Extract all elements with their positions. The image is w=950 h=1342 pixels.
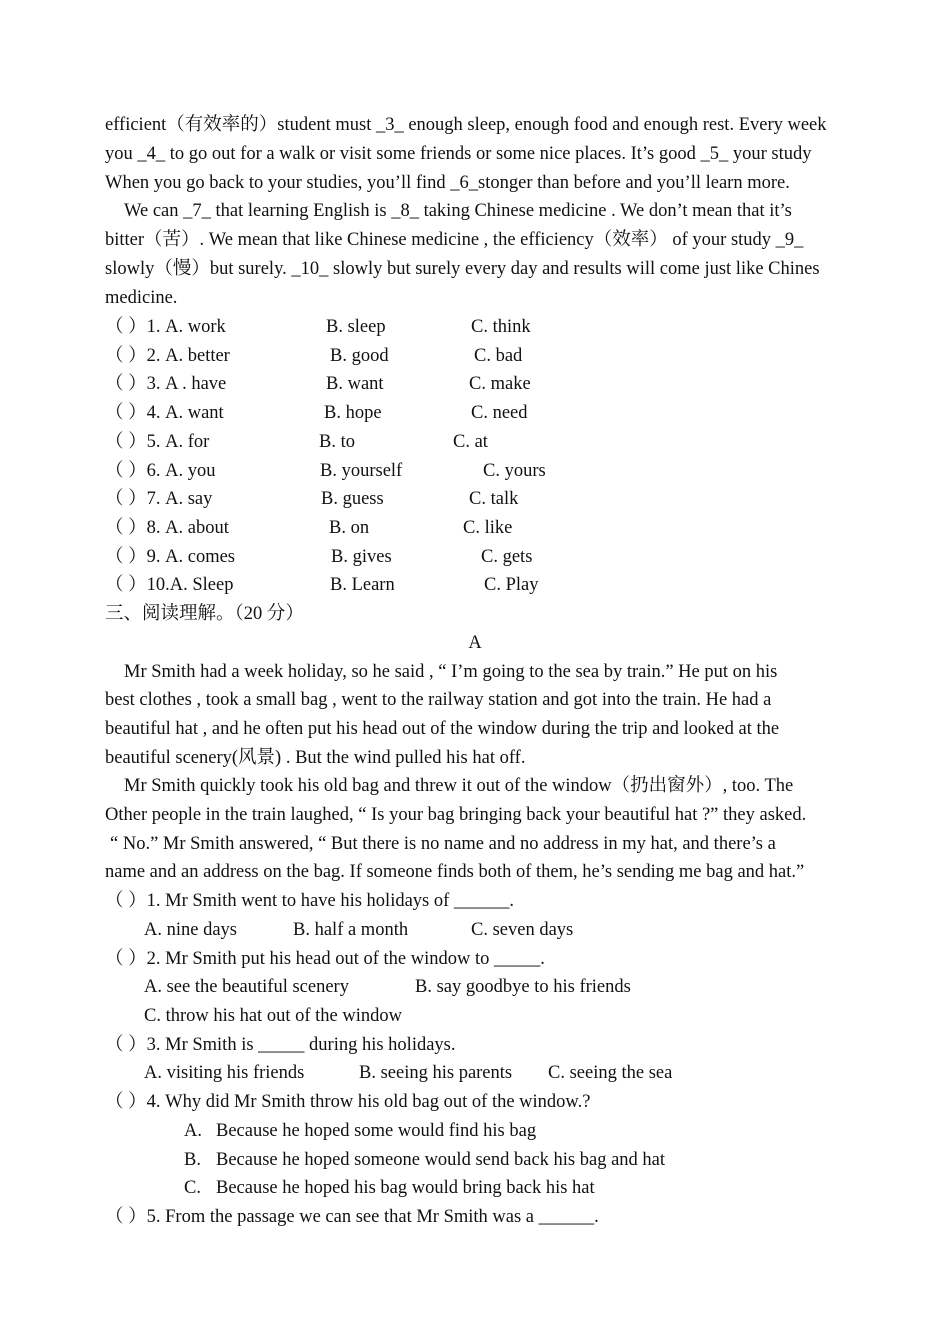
cloze-option-b: B. hope (324, 403, 382, 423)
cloze-question: （ ）10.A. Sleep (105, 575, 234, 595)
cloze-option-c: C. gets (481, 547, 533, 567)
cloze-question: （ ）2. A. better (105, 346, 230, 366)
cloze-option-b: B. gives (331, 547, 392, 567)
reading-question: （ ）2. Mr Smith put his head out of the window to _____. (105, 949, 545, 969)
cloze-option-b: B. yourself (320, 461, 403, 481)
reading-option: Because he hoped some would find his bag (216, 1121, 537, 1141)
cloze-option-b: B. want (326, 374, 384, 394)
cloze-option-c: C. talk (469, 489, 519, 509)
cloze-option-c: C. like (463, 518, 513, 538)
cloze-passage-line: you _4_ to go out for a walk or visit some friends or some nice places. It’s good _5_ your study (105, 144, 812, 164)
reading-option: Because he hoped someone would send back his bag and hat (216, 1150, 666, 1170)
cloze-passage-line: efficient（有效率的）student must _3_ enough sleep, enough food and enough rest. Every week (105, 115, 827, 135)
reading-passage-line: name and an address on the bag. If someone finds both of them, he’s sending me bag and hat.” (105, 862, 805, 882)
reading-passage-line: Other people in the train laughed, “ Is your bag bringing back your beautiful hat ?” they asked. (105, 805, 807, 825)
cloze-question: （ ）3. A . have (105, 374, 227, 394)
cloze-option-b: B. good (330, 346, 389, 366)
cloze-option-b: B. sleep (326, 317, 386, 337)
cloze-question: （ ）4. A. want (105, 403, 224, 423)
cloze-question: （ ）8. A. about (105, 518, 229, 538)
cloze-passage-line: When you go back to your studies, you’ll find _6_stonger than before and you’ll learn more. (105, 173, 790, 193)
reading-passage-line: beautiful scenery(风景) . But the wind pulled his hat off. (105, 748, 526, 768)
reading-option: C. seeing the sea (548, 1063, 673, 1083)
reading-passage-line: Mr Smith quickly took his old bag and threw it out of the window（扔出窗外）, too. The (124, 776, 794, 796)
reading-option: Because he hoped his bag would bring back his hat (216, 1178, 595, 1198)
cloze-option-b: B. to (319, 432, 355, 452)
cloze-question: （ ）9. A. comes (105, 547, 235, 567)
reading-question: （ ）5. From the passage we can see that Mr Smith was a ______. (105, 1207, 599, 1227)
cloze-question: （ ）7. A. say (105, 489, 213, 509)
cloze-question: （ ）5. A. for (105, 432, 210, 452)
reading-question: （ ）3. Mr Smith is _____ during his holidays. (105, 1035, 456, 1055)
cloze-passage-line: We can _7_ that learning English is _8_ taking Chinese medicine . We don’t mean that it’s (124, 201, 792, 221)
cloze-passage-line: medicine. (105, 288, 178, 308)
reading-option: B. half a month (293, 920, 409, 940)
section-heading: 三、阅读理解。（20 分） (105, 604, 304, 624)
cloze-option-c: C. yours (483, 461, 546, 481)
reading-passage-line: Mr Smith had a week holiday, so he said , “ I’m going to the sea by train.” He put on his (124, 662, 778, 682)
reading-option: C. seven days (471, 920, 574, 940)
reading-passage-line: best clothes , took a small bag , went to the railway station and got into the train. He had a (105, 690, 772, 710)
cloze-question: （ ）6. A. you (105, 461, 216, 481)
cloze-option-c: C. think (471, 317, 531, 337)
reading-option-letter: A. (184, 1121, 202, 1141)
cloze-option-b: B. guess (321, 489, 384, 509)
reading-option-letter: B. (184, 1150, 201, 1170)
cloze-option-c: C. make (469, 374, 531, 394)
reading-option: A. nine days (144, 920, 237, 940)
cloze-option-b: B. on (329, 518, 370, 538)
cloze-question: （ ）1. A. work (105, 317, 226, 337)
cloze-option-c: C. Play (484, 575, 539, 595)
cloze-passage-line: slowly（慢）but surely. _10_ slowly but surely every day and results will come just like Chines (105, 259, 820, 279)
passage-label: A (468, 633, 482, 653)
reading-question: （ ）1. Mr Smith went to have his holidays of ______. (105, 891, 515, 911)
cloze-option-b: B. Learn (330, 575, 395, 595)
reading-option: C. throw his hat out of the window (144, 1006, 402, 1026)
reading-option: A. visiting his friends (144, 1063, 305, 1083)
cloze-option-c: C. bad (474, 346, 523, 366)
reading-question: （ ）4. Why did Mr Smith throw his old bag out of the window.? (105, 1092, 591, 1112)
reading-passage-line: beautiful hat , and he often put his head out of the window during the trip and looked at the (105, 719, 780, 739)
reading-option: B. seeing his parents (359, 1063, 513, 1083)
cloze-option-c: C. at (453, 432, 488, 452)
reading-option-letter: C. (184, 1178, 201, 1198)
reading-passage-line: “ No.” Mr Smith answered, “ But there is no name and no address in my hat, and there’s a (110, 834, 776, 854)
cloze-passage-line: bitter（苦）. We mean that like Chinese medicine , the efficiency（效率） of your study _9_ (105, 230, 804, 250)
reading-option: A. see the beautiful scenery (144, 977, 349, 997)
cloze-option-c: C. need (471, 403, 528, 423)
reading-option: B. say goodbye to his friends (415, 977, 631, 997)
